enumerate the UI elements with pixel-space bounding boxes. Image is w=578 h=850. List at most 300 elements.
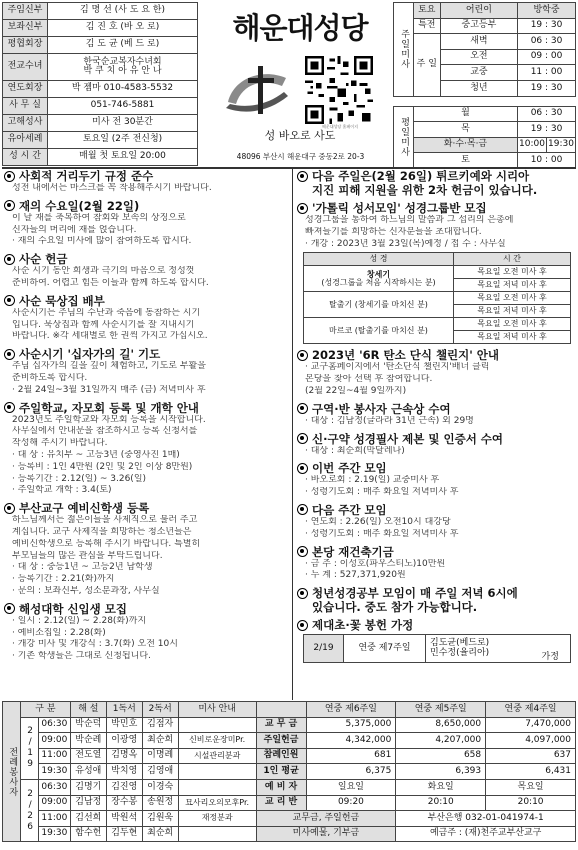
notice-title-cont: 있습니다. 중도 참가 가능합니다.: [312, 600, 478, 615]
bullet-icon: [297, 504, 308, 515]
table-header: 2독서: [142, 702, 178, 718]
bible-group: [304, 292, 454, 318]
notice-line: · 바오로회 : 2.19(일) 교중미사 후: [305, 475, 440, 486]
flower-suffix: 가정: [531, 635, 571, 663]
server-name: 전도열: [70, 748, 106, 764]
notice-line: 사순시기는 주님의 수난과 죽음에 동참하는 시기: [12, 307, 201, 318]
address: 48096 부산시 해운대구 중동2로 20-3: [236, 152, 365, 161]
table-header: 연중 제5주일: [396, 702, 486, 718]
money-value: 681: [306, 748, 396, 764]
notice-line: · 대 상 : 중등1년 ~ 고등2년 남학생: [12, 562, 153, 573]
time-cell: 19:30: [38, 826, 70, 842]
notice-section: [4, 199, 290, 248]
staff-role: 유아세례: [3, 132, 48, 149]
bible-group-name: 탈출기 (창세기를 마치신 분): [329, 299, 428, 309]
children-header: 어린이: [440, 3, 517, 19]
notice-line: 계십니다. 교구 사제직을 희망하는 청소년들은: [12, 526, 192, 537]
notice-line: 빠져들기를 희망하는 신자분들을 초대합니다.: [305, 226, 482, 237]
bullet-icon: [297, 588, 308, 599]
mass-cell: 새벽: [440, 34, 517, 50]
notice-body: [4, 308, 290, 343]
staff-role: 고해성사: [3, 115, 48, 132]
notice-title: 사순시기 '십자가의 길' 기도: [19, 347, 161, 362]
notice-section: [297, 201, 576, 344]
staff-value: 051-746-5881: [48, 98, 198, 115]
notice-section: [297, 461, 576, 499]
time-cell: 09:00: [38, 795, 70, 811]
money-value: 8,650,000: [396, 717, 486, 733]
notice-title: 주일학교, 자모회 등록 및 개학 안내: [19, 400, 199, 415]
bullet-icon: [297, 546, 308, 557]
notice-heading: [4, 169, 290, 183]
notice-line: · 성령기도회 : 매주 화요일 저녁미사 후: [305, 487, 459, 498]
notice-title: '가톨릭 성서모임' 성경그룹반 모집: [312, 201, 487, 215]
notice-line: 준비하도록 합시다.: [12, 372, 88, 383]
server-name: 송원정: [142, 795, 178, 811]
money-label: 교 무 금: [256, 717, 306, 733]
flower-name: 김도균(베드로): [430, 638, 490, 649]
notice-section: [297, 618, 576, 663]
bullet-icon: [297, 350, 308, 361]
time-cell: 06:30: [38, 779, 70, 795]
flower-table: [303, 634, 571, 663]
right-notices: [297, 169, 576, 667]
money-value: 5,375,000: [306, 717, 396, 733]
bank-account: 부산은행 032-01-041974-1: [396, 811, 576, 827]
server-name: 김선희: [70, 811, 106, 827]
staff-row: [3, 81, 198, 98]
money-value: 일요일: [306, 779, 396, 795]
table-header: 연중 제4주일: [486, 702, 576, 718]
notice-line: 2023년도 주일학교와 자모회 등록을 시작합니다.: [12, 414, 206, 425]
money-value: 20:10: [486, 795, 576, 811]
bullet-icon: [4, 171, 15, 182]
server-name: 최순희: [142, 826, 178, 842]
notice-line: 성경그룹을 통하여 하느님의 말씀과 그 섭리의 은총에: [305, 215, 514, 225]
notice-heading: [297, 461, 576, 475]
server-name: [178, 826, 256, 842]
server-row: [3, 779, 576, 795]
staff-role: 주임신부: [3, 3, 48, 20]
notice-line: · 일시 : 2.12(일) ~ 2.28(화)까지: [12, 615, 147, 626]
server-name: 함수헌: [70, 826, 106, 842]
mass-cell: 화·수·목·금: [413, 137, 517, 153]
notice-title: 사순 묵상집 배부: [19, 293, 105, 308]
qr-code[interactable]: [305, 56, 373, 124]
notice-line: · 성령기도회 : 매주 화요일 저녁미사 후: [305, 528, 459, 539]
left-notices: [4, 169, 290, 667]
bullet-icon: [4, 349, 15, 360]
server-name: [178, 764, 256, 780]
sat-header: 토요: [413, 3, 440, 19]
blank-cell: [256, 702, 306, 718]
sunday-label: 주 일: [413, 34, 440, 96]
bullet-icon: [297, 433, 308, 444]
staff-role: 성 시 간: [3, 149, 48, 166]
bullet-icon: [297, 620, 308, 631]
time-cell: 06:30: [38, 717, 70, 733]
notice-heading: [4, 347, 290, 361]
notice-title: 사회적 거리두기 규정 준수: [19, 169, 154, 183]
notice-line: · 금 주 : 이성호(파우스티노)10만원: [305, 558, 446, 569]
staff-value: 토요일 (2주 전신청): [48, 132, 198, 149]
server-name: 이경숙: [142, 779, 178, 795]
notice-line: 사무실에서 안내문을 참조하시고 등록 신청서를: [12, 426, 198, 437]
mass-time: 10 : 00: [518, 153, 576, 169]
staff-row: [3, 149, 198, 166]
server-name: 재정분과: [178, 811, 256, 827]
money-value: 20:10: [396, 795, 486, 811]
notice-line: · 대상 : 최순희(막달레나): [305, 445, 405, 456]
notice-heading: [297, 169, 576, 183]
notice-heading: [4, 294, 290, 308]
bible-group-name: 창세기: [366, 269, 391, 279]
notice-heading: [297, 586, 576, 600]
staff-value: 김 진 호 (바 오 로): [48, 20, 198, 37]
time-cell: 11:00: [38, 811, 70, 827]
server-row: [3, 826, 576, 842]
flower-event: 연중 제7주일: [344, 635, 426, 663]
notice-section: [297, 402, 576, 428]
page-title: 해운대성당: [232, 11, 368, 45]
money-label: 교 리 반: [256, 795, 306, 811]
bullet-icon: [4, 200, 15, 211]
notice-line: · 등록기간 : 2.12(일) ~ 3.26(일): [12, 473, 147, 484]
notice-title: 본당 재건축기금: [312, 544, 394, 559]
mass-time: 06 : 30: [518, 106, 576, 122]
notice-line: 하느님께서는 젊은이들을 사제직으로 불러 주고: [12, 515, 198, 526]
time-cell: 11:00: [38, 748, 70, 764]
mass-cell: 교중: [440, 65, 517, 81]
server-name: 김두현: [106, 826, 142, 842]
notice-line: · 예비소집일 : 2.28(화): [12, 627, 106, 638]
notice-line: 본당을 찾아 선택 후 참여합니다.: [305, 374, 433, 385]
bible-time: 목요일 오전 미사 후: [454, 292, 571, 305]
column-divider: [292, 169, 293, 700]
notice-line: (2월 22일~4월 9일까지): [305, 385, 407, 396]
account-label: 미사예물, 기부금: [256, 826, 396, 842]
bullet-icon: [297, 203, 308, 214]
bible-time: 목요일 오전 미사 후: [454, 266, 571, 279]
notice-heading: [297, 545, 576, 559]
mass-time: 19 : 30: [518, 122, 576, 138]
server-name: 김명기: [70, 779, 106, 795]
notice-section: [297, 545, 576, 583]
mass-time: 06 : 30: [518, 34, 576, 50]
date-cell: 2/26: [20, 779, 38, 841]
staff-value: 미사 전 30분간: [48, 115, 198, 132]
mass-cell: 청년: [440, 80, 517, 96]
bullet-icon: [4, 503, 15, 514]
notice-title: 신·구약 성경필사 제본 및 인증서 수여: [312, 431, 504, 446]
mass-time: 11 : 00: [518, 65, 576, 81]
staff-table: [2, 2, 198, 166]
table-header: 해 설: [70, 702, 106, 718]
server-name: 시설관리분과: [178, 748, 256, 764]
mass-cell: 월: [413, 106, 517, 122]
notice-body: [4, 616, 290, 663]
server-name: 묘사리오의모후Pr.: [178, 795, 256, 811]
notice-section: [4, 347, 290, 396]
bullet-icon: [4, 295, 15, 306]
money-value: 6,393: [396, 764, 486, 780]
notice-heading: [4, 602, 290, 616]
date-cell: 2/19: [20, 717, 38, 779]
staff-role: 연도회장: [3, 81, 48, 98]
notice-line: 부모님들의 많은 관심을 부탁드립니다.: [12, 550, 163, 561]
staff-row: [3, 37, 198, 54]
notice-line: · 기존 학생들은 그대로 신청됩니다.: [12, 651, 151, 662]
notice-line: · 개강 미사 및 개강식 : 3.7(화) 오전 10시: [12, 639, 178, 650]
notice-line: · 누 계 : 527,371,920원: [305, 570, 406, 581]
server-name: 이명례: [142, 748, 178, 764]
notice-section: [297, 169, 576, 197]
notice-body: [297, 362, 576, 397]
notice-line: 주님 십자가의 길을 깊이 체험하고, 기도로 부활을: [12, 361, 206, 372]
notice-heading: [297, 432, 576, 446]
patron-saint: 성 바오로 사도: [264, 129, 336, 142]
staff-row: [3, 132, 198, 149]
staff-value: 김 명 선 (사 도 요 한): [48, 3, 198, 20]
mass-time: 19 : 30: [518, 18, 576, 34]
mass-time: 09 : 00: [518, 49, 576, 65]
bible-group: [304, 266, 454, 292]
notice-body: [297, 475, 576, 499]
server-name: 박치영: [106, 764, 142, 780]
notice-title: 부산교구 예비신학생 등록: [19, 501, 150, 516]
server-name: 김남정: [70, 795, 106, 811]
flower-date: 2/19: [304, 635, 344, 663]
money-label: 참례인원: [256, 748, 306, 764]
server-name: 김명옥: [106, 748, 142, 764]
notice-body: [4, 515, 290, 598]
mass-time: 19:30: [547, 137, 576, 153]
server-name: 박순덕: [70, 717, 106, 733]
server-row: [3, 717, 576, 733]
account-label: 교무금, 주일헌금: [256, 811, 396, 827]
notice-section: [297, 503, 576, 541]
notice-heading: [297, 348, 576, 362]
notice-body: [297, 215, 576, 250]
mass-cell: 오전: [440, 49, 517, 65]
money-value: 화요일: [396, 779, 486, 795]
notice-heading: [4, 252, 290, 266]
notice-heading: [297, 201, 576, 215]
qr-caption: 해운대성당 홈페이지: [321, 124, 359, 129]
notice-heading: [297, 402, 576, 416]
server-name: 장수봉: [106, 795, 142, 811]
notice-title: 다음 주일은(2월 26일) 튀르키예와 시리아: [312, 169, 530, 183]
money-value: 4,097,000: [486, 733, 576, 749]
mass-time: 10:00: [518, 137, 547, 153]
notice-body: [4, 266, 290, 290]
parish-logo: [222, 58, 292, 120]
server-name: 김영애: [142, 764, 178, 780]
notice-section: [4, 294, 290, 343]
mass-cell: 중고등부: [440, 18, 517, 34]
table-header: 시 간: [454, 253, 571, 266]
notice-line: · 교구홈페이지에서 '탄소단식 챌린지'배너 클릭: [305, 362, 490, 373]
table-header: 1독서: [106, 702, 142, 718]
table-header: 구 분: [20, 702, 70, 718]
notice-title: 이번 주간 모임: [312, 461, 387, 476]
money-value: 658: [396, 748, 486, 764]
notice-line: · 문의 : 보좌신부, 성소분과장, 사무실: [12, 585, 160, 596]
bible-time: 목요일 저녁 미사 후: [454, 279, 571, 292]
bullet-icon: [4, 603, 15, 614]
notice-title: 구역·반 봉사자 근속상 수여: [312, 401, 451, 416]
bullet-icon: [297, 403, 308, 414]
notice-heading: [297, 503, 576, 517]
notice-section: [297, 348, 576, 397]
server-label: 전례봉사자: [3, 702, 21, 842]
notice-line: 작성해 주시기 바랍니다.: [12, 438, 108, 449]
notice-section: [4, 501, 290, 598]
staff-value: 김 도 균 (베 드 로): [48, 37, 198, 54]
staff-value: 매월 첫 토요일 20:00: [48, 149, 198, 166]
money-value: 7,470,000: [486, 717, 576, 733]
bullet-icon: [297, 463, 308, 474]
notice-section: [297, 586, 576, 614]
server-name: [178, 717, 256, 733]
server-name: 박순례: [70, 733, 106, 749]
notice-line: 바랍니다. ※각 세대별로 한 권씩 가지고 가십시오.: [12, 331, 208, 342]
server-name: 이광영: [106, 733, 142, 749]
notice-heading: [4, 199, 290, 213]
notice-title: 사순 헌금: [19, 252, 68, 267]
bottom-table: [2, 701, 576, 842]
notice-line: 성전 내에서는 마스크를 꼭 착용해주시기 바랍니다.: [12, 183, 212, 193]
notice-section: [4, 169, 290, 195]
table-header: 연중 제6주일: [306, 702, 396, 718]
money-label: 주일헌금: [256, 733, 306, 749]
bullet-icon: [4, 402, 15, 413]
flower-name: 민수정(율리아): [430, 647, 490, 658]
server-name: 박원석: [106, 811, 142, 827]
notice-title: 재의 수요일(2월 22일): [19, 198, 140, 213]
notice-body: [4, 361, 290, 396]
server-name: 유성애: [70, 764, 106, 780]
bible-group-note: (성경그룹을 처음 시작하시는 분): [321, 277, 436, 287]
notice-line: 준비하여. 어렵고 힘든 이들과 함께 하도록 합시다.: [12, 277, 209, 288]
sunday-mass-label: 주일미사: [394, 3, 414, 97]
notice-heading: [4, 501, 290, 515]
server-name: 박민호: [106, 717, 142, 733]
staff-role: 사 무 실: [3, 98, 48, 115]
notice-line: · 재의 수요일 미사에 많이 참여하도록 합시다.: [12, 236, 192, 247]
notice-line: · 주일학교 개학 : 3.4(토): [12, 485, 112, 496]
staff-value-line: 한국순교복자수녀회: [83, 56, 162, 67]
mass-cell: 특전: [413, 18, 440, 34]
server-name: 김점자: [142, 717, 178, 733]
notice-line: · 대상 : 김남정(글라라 31년 근속) 외 29명: [305, 415, 474, 426]
notice-line: · 2월 24일~3월 31일까지 매주 (금) 저녁미사 후: [12, 384, 206, 395]
notice-section: [4, 252, 290, 290]
notice-line: 이 날 재를 축복하여 참회와 보속의 상징으로: [12, 212, 186, 223]
server-name: 최순희: [142, 733, 178, 749]
server-row: [3, 764, 576, 780]
notice-line: 예비신학생으로 등록해 주시기 바랍니다. 특별히: [12, 538, 201, 549]
bible-time: 목요일 저녁 미사 후: [454, 305, 571, 318]
money-label: 1인 평균: [256, 764, 306, 780]
money-value: 목요일: [486, 779, 576, 795]
staff-role: 평협회장: [3, 37, 48, 54]
bullet-icon: [4, 254, 15, 265]
money-value: 6,375: [306, 764, 396, 780]
bible-time: 목요일 오전 미사 후: [454, 318, 571, 331]
notice-line: · 등록기간 : 2.21(화)까지: [12, 574, 115, 585]
notice-title: 제대초·꽃 봉헌 가정: [312, 618, 414, 633]
bible-group-name: 마르코 (탈출기를 마치신 분): [329, 325, 428, 335]
time-cell: 19:30: [38, 764, 70, 780]
notice-line: 입니다. 묵상집과 함께 사순시기를 잘 지내시기: [12, 319, 195, 330]
staff-row: [3, 54, 198, 81]
notice-heading: [297, 618, 576, 632]
notice-line: · 대 상 : 유치부 ~ 고등3년 (중영사진 1매): [12, 449, 180, 460]
server-name: 신비로운장미Pr.: [178, 733, 256, 749]
staff-role: 전교수녀: [3, 54, 48, 81]
mass-cell: 토: [413, 153, 517, 169]
notice-line: · 등록비 : 1인 4만원 (2인 및 2인 이상 8만원): [12, 461, 193, 472]
notice-body: [297, 446, 576, 458]
staff-row: [3, 20, 198, 37]
staff-value: 박 젬마 010-4583-5532: [48, 81, 198, 98]
bible-time: 목요일 저녁 미사 후: [454, 331, 571, 344]
notice-body: [297, 559, 576, 583]
weekday-mass-label: 평일미사: [394, 106, 414, 168]
account-holder: 예금주 : (재)천주교부산교구: [396, 826, 576, 842]
notice-line: · 연도회 : 2.26(일) 오전10시 대강당: [305, 516, 451, 527]
money-value: 09:20: [306, 795, 396, 811]
notice-body: [297, 517, 576, 541]
notice-body: [4, 213, 290, 248]
notice-section: [4, 401, 290, 498]
notice-body: [4, 415, 290, 498]
server-row: [3, 811, 576, 827]
server-row: [3, 795, 576, 811]
bible-group-table: [303, 252, 571, 344]
notice-title: 2023년 '6R 탄소 단식 챌린지' 안내: [312, 348, 500, 363]
notice-line: 신자들의 머리에 재를 얹습니다.: [12, 224, 137, 235]
server-name: 김원욱: [142, 811, 178, 827]
notice-section: [4, 602, 290, 663]
staff-row: [3, 3, 198, 20]
money-value: 4,342,000: [306, 733, 396, 749]
table-header: 성 경: [304, 253, 454, 266]
vacation-header: 방학중: [518, 3, 576, 19]
mass-cell: 목: [413, 122, 517, 138]
server-name: [178, 779, 256, 795]
bible-group: [304, 318, 454, 344]
notice-line: · 개강 : 2023년 3월 23일(목)예정 / 접 수 : 사무실: [305, 238, 506, 249]
staff-value-line: 박 쿠 치 아 유 안 나: [83, 66, 162, 76]
bullet-icon: [297, 171, 308, 182]
server-name: 김진영: [106, 779, 142, 795]
notice-heading: [4, 401, 290, 415]
notice-section: [297, 432, 576, 458]
server-row: [3, 733, 576, 749]
mass-schedule: [393, 2, 576, 169]
money-label: 예 비 자: [256, 779, 306, 795]
staff-row: [3, 115, 198, 132]
notice-title: 다음 주간 모임: [312, 502, 387, 517]
money-value: 637: [486, 748, 576, 764]
money-value: 6,431: [486, 764, 576, 780]
staff-role: 보좌신부: [3, 20, 48, 37]
notice-body: [297, 416, 576, 428]
notice-body: [4, 183, 290, 195]
money-value: 4,207,000: [396, 733, 486, 749]
